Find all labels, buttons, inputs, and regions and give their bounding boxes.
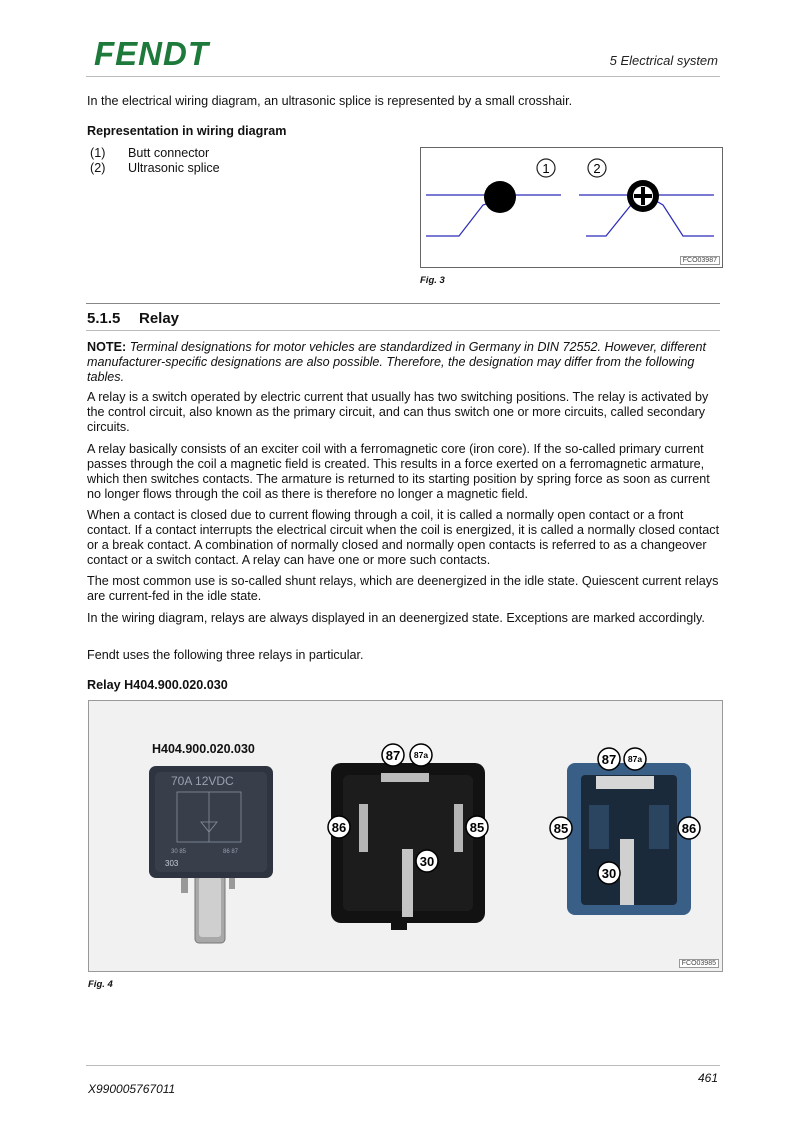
figure-4-code: FCO03985 [679, 959, 719, 968]
pin-87-label: 87 [385, 748, 401, 763]
header-divider [86, 76, 720, 77]
intro-text: In the electrical wiring diagram, an ultrasonic splice is represented by a small crosshair. [87, 94, 573, 108]
section-heading [87, 310, 179, 327]
legend-number: (1) [90, 146, 106, 160]
brand-text: FENDT [94, 36, 209, 72]
relay-photo-label: H404.900.020.030 [152, 742, 255, 756]
figure-3-code: FCO03987 [680, 256, 720, 265]
note-block [87, 340, 723, 385]
note-label: NOTE: [87, 340, 127, 354]
relay-side-view [149, 766, 273, 943]
relay-photo-svg [89, 701, 722, 971]
footer-divider [86, 1065, 720, 1066]
relay-socket-view-blue [567, 763, 691, 915]
representation-title: Representation in wiring diagram [87, 124, 287, 138]
marker-2-label: 2 [593, 161, 601, 176]
pin-30-label: 30 [601, 866, 617, 881]
relay-bottom-view-black [331, 763, 485, 930]
page-number: 461 [697, 1071, 718, 1085]
legend-item [90, 146, 220, 161]
note-text: Terminal designations for motor vehicles are standardized in Germany in DIN 72552. However, different manufacturer-specific designations are also possible. Therefore, the designation may differ from the following tables. [87, 340, 707, 384]
pin-85-label: 85 [469, 820, 485, 835]
legend-label: Butt connector [128, 146, 210, 160]
section-divider-top [86, 303, 720, 304]
representation-legend [90, 146, 220, 176]
pin-87-label: 87 [601, 752, 617, 767]
pin-30-label: 30 [419, 854, 435, 869]
figure-3-caption: Fig. 3 [420, 275, 445, 286]
header-section-title: 5 Electrical system [609, 53, 718, 68]
section-number: 5.1.5 [87, 310, 121, 327]
marker-1-label: 1 [542, 161, 550, 176]
relay-heading: Relay H404.900.020.030 [87, 678, 228, 692]
pin-85-label: 85 [553, 821, 569, 836]
pin-86-label: 86 [681, 821, 697, 836]
paragraph: Fendt uses the following three relays in particular. [87, 648, 364, 662]
figure-4-caption: Fig. 4 [88, 979, 113, 990]
paragraph: The most common use is so-called shunt relays, which are deenergized in the idle state. Quiescent current relays are current-fed in the idle state. [87, 574, 719, 603]
fendt-logo [92, 36, 252, 72]
relay-number: 303 [165, 859, 179, 868]
relay-pin-text-right: 86 87 [223, 849, 239, 855]
relay-rating-text: 70A 12VDC [171, 774, 234, 788]
document-id: X990005767011 [88, 1082, 176, 1096]
splice-wire-bottom-right [651, 198, 714, 236]
paragraph: A relay is a switch operated by electric current that usually has two switching positions. The relay is activated by the control circuit, also known as the primary circuit, and can thus switch one or more circuits, called secondary circuits. [87, 390, 709, 434]
pin-87a-label: 87a [627, 754, 643, 764]
figure-4-relay-photo [88, 700, 723, 972]
section-title: Relay [139, 310, 180, 327]
legend-item [90, 161, 220, 176]
paragraph: In the wiring diagram, relays are always displayed in an deenergized state. Exceptions are marked accordingly. [87, 611, 705, 625]
figure-3-splice-diagram [420, 147, 723, 268]
relay-pin-text-left: 30 85 [171, 849, 187, 855]
legend-number: (2) [90, 161, 106, 175]
pin-86-label: 86 [331, 820, 347, 835]
paragraph: A relay basically consists of an exciter coil with a ferromagnetic core (iron core). If the so-called primary current passes through the coil a magnetic field is created. This results in a force exerted on a ferromagnetic armature, which then switches contacts. The armature is returned to its starting position by spring force as soon as current no longer flows through the coil as there is therefore no longer a magnetic field. [87, 442, 710, 501]
butt-connector-dot [484, 181, 516, 213]
pin-87a-label: 87a [413, 750, 429, 760]
splice-diagram-svg [421, 148, 722, 267]
paragraph: When a contact is closed due to current flowing through a coil, it is called a normally open contact or a front contact. If a contact interrupts the electrical circuit when the coil is energized, it is called a normally closed contact or a break contact. A combination of normally closed and normally open contacts is referred to as a changeover contact or a switch contact. A relay can have one or more such contacts. [87, 508, 720, 567]
legend-label: Ultrasonic splice [128, 161, 220, 175]
section-divider-bottom [86, 330, 720, 331]
